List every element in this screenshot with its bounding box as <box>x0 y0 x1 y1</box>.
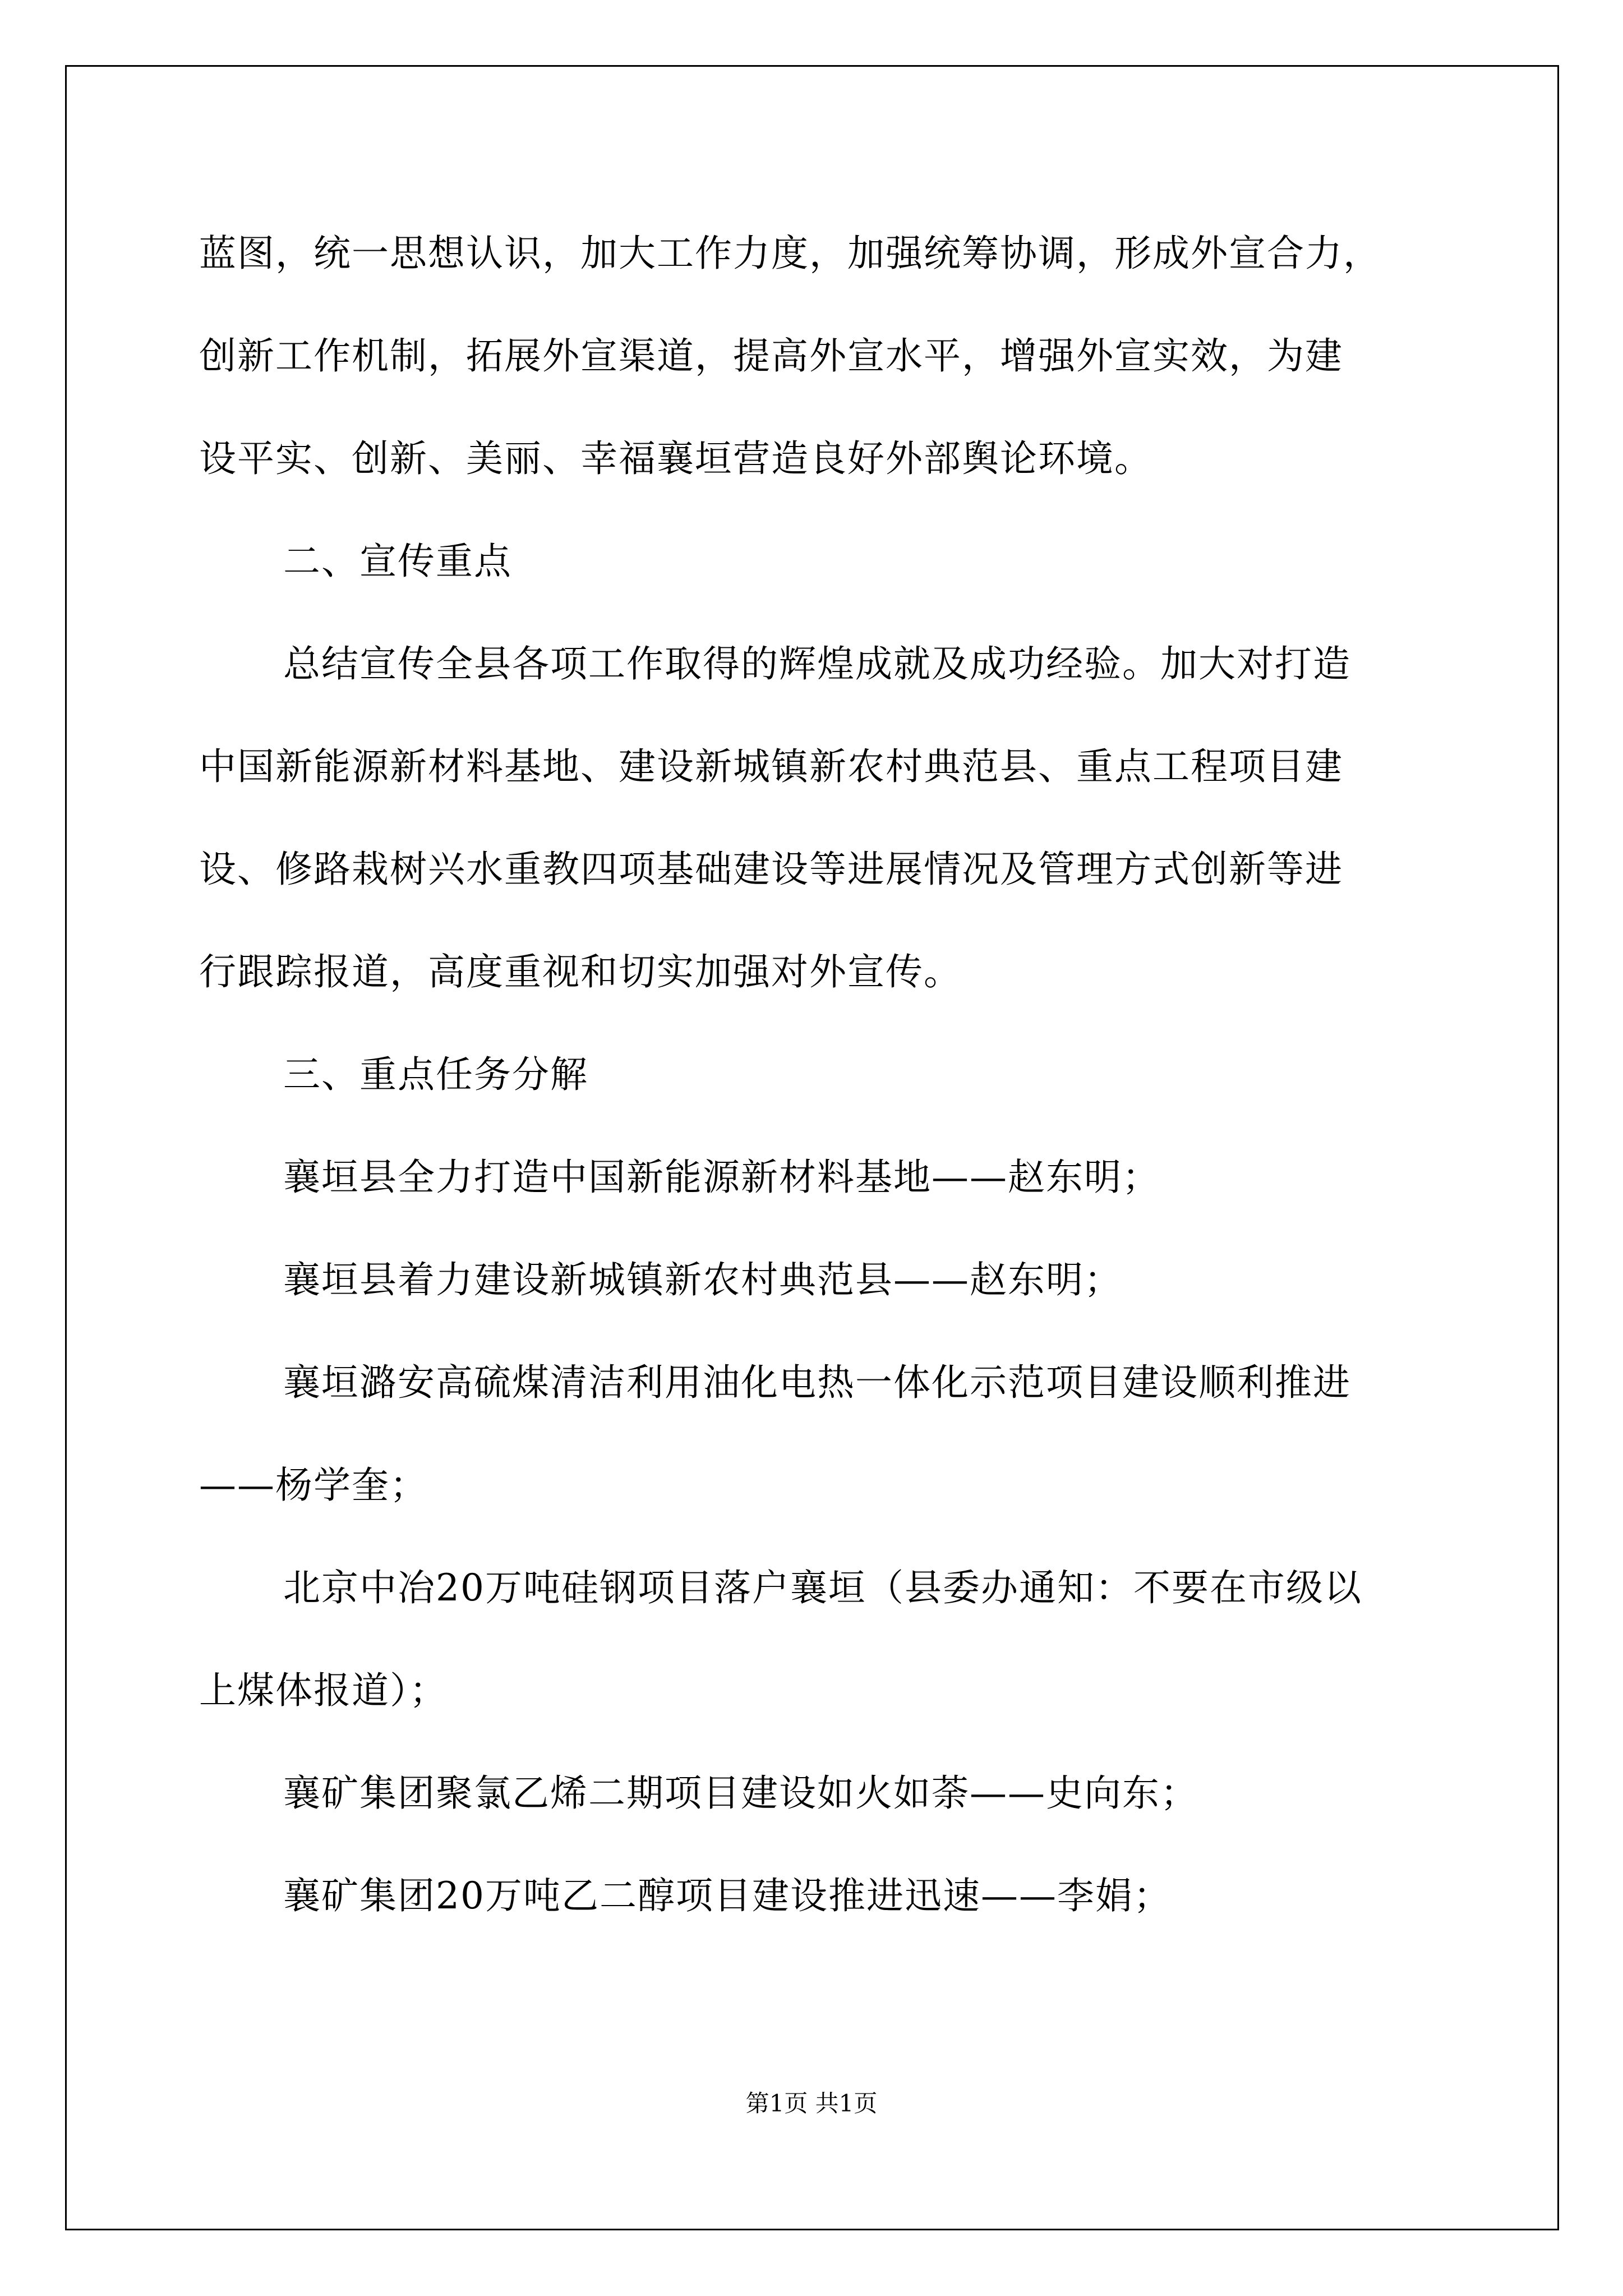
document-body <box>199 202 1427 1947</box>
text-line-5: 总结宣传全县各项工作取得的辉煌成就及成功经验。加大对打造 <box>283 642 1351 685</box>
text-line-1: 蓝图，统一思想认识，加大工作力度，加强统筹协调，形成外宣合力， <box>199 232 1381 275</box>
text-line-3: 设平实、创新、美丽、幸福襄垣营造良好外部舆论环境。 <box>199 437 1152 480</box>
task-item-4: 北京中冶20万吨硅钢项目落户襄垣（县委办通知：不要在市级以 <box>283 1566 1362 1609</box>
section-heading-2: 二、宣传重点 <box>283 540 512 583</box>
task-item-6: 襄矿集团20万吨乙二醇项目建设推进迅速——李娟； <box>283 1874 1172 1917</box>
task-item-4-continued: 上煤体报道）； <box>199 1669 448 1712</box>
text-line-2: 创新工作机制，拓展外宣渠道，提高外宣水平，增强外宣实效，为建 <box>199 334 1343 378</box>
task-item-1: 襄垣县全力打造中国新能源新材料基地——赵东明； <box>283 1156 1160 1199</box>
text-line-6: 中国新能源新材料基地、建设新城镇新农村典范县、重点工程项目建 <box>199 745 1343 788</box>
text-line-7: 设、修路栽树兴水重教四项基础建设等进展情况及管理方式创新等进 <box>199 848 1343 891</box>
task-item-3: 襄垣潞安高硫煤清洁利用油化电热一体化示范项目建设顺利推进 <box>283 1361 1351 1404</box>
section-heading-3: 三、重点任务分解 <box>283 1053 588 1096</box>
page-number-footer: 第1页 共1页 <box>745 2090 878 2117</box>
task-item-5: 襄矿集团聚氯乙烯二期项目建设如火如荼——史向东； <box>283 1772 1198 1815</box>
task-item-3-continued: ——杨学奎； <box>199 1464 428 1507</box>
task-item-2: 襄垣县着力建设新城镇新农村典范县——赵东明； <box>283 1258 1122 1301</box>
text-line-8: 行跟踪报道，高度重视和切实加强对外宣传。 <box>199 950 962 993</box>
